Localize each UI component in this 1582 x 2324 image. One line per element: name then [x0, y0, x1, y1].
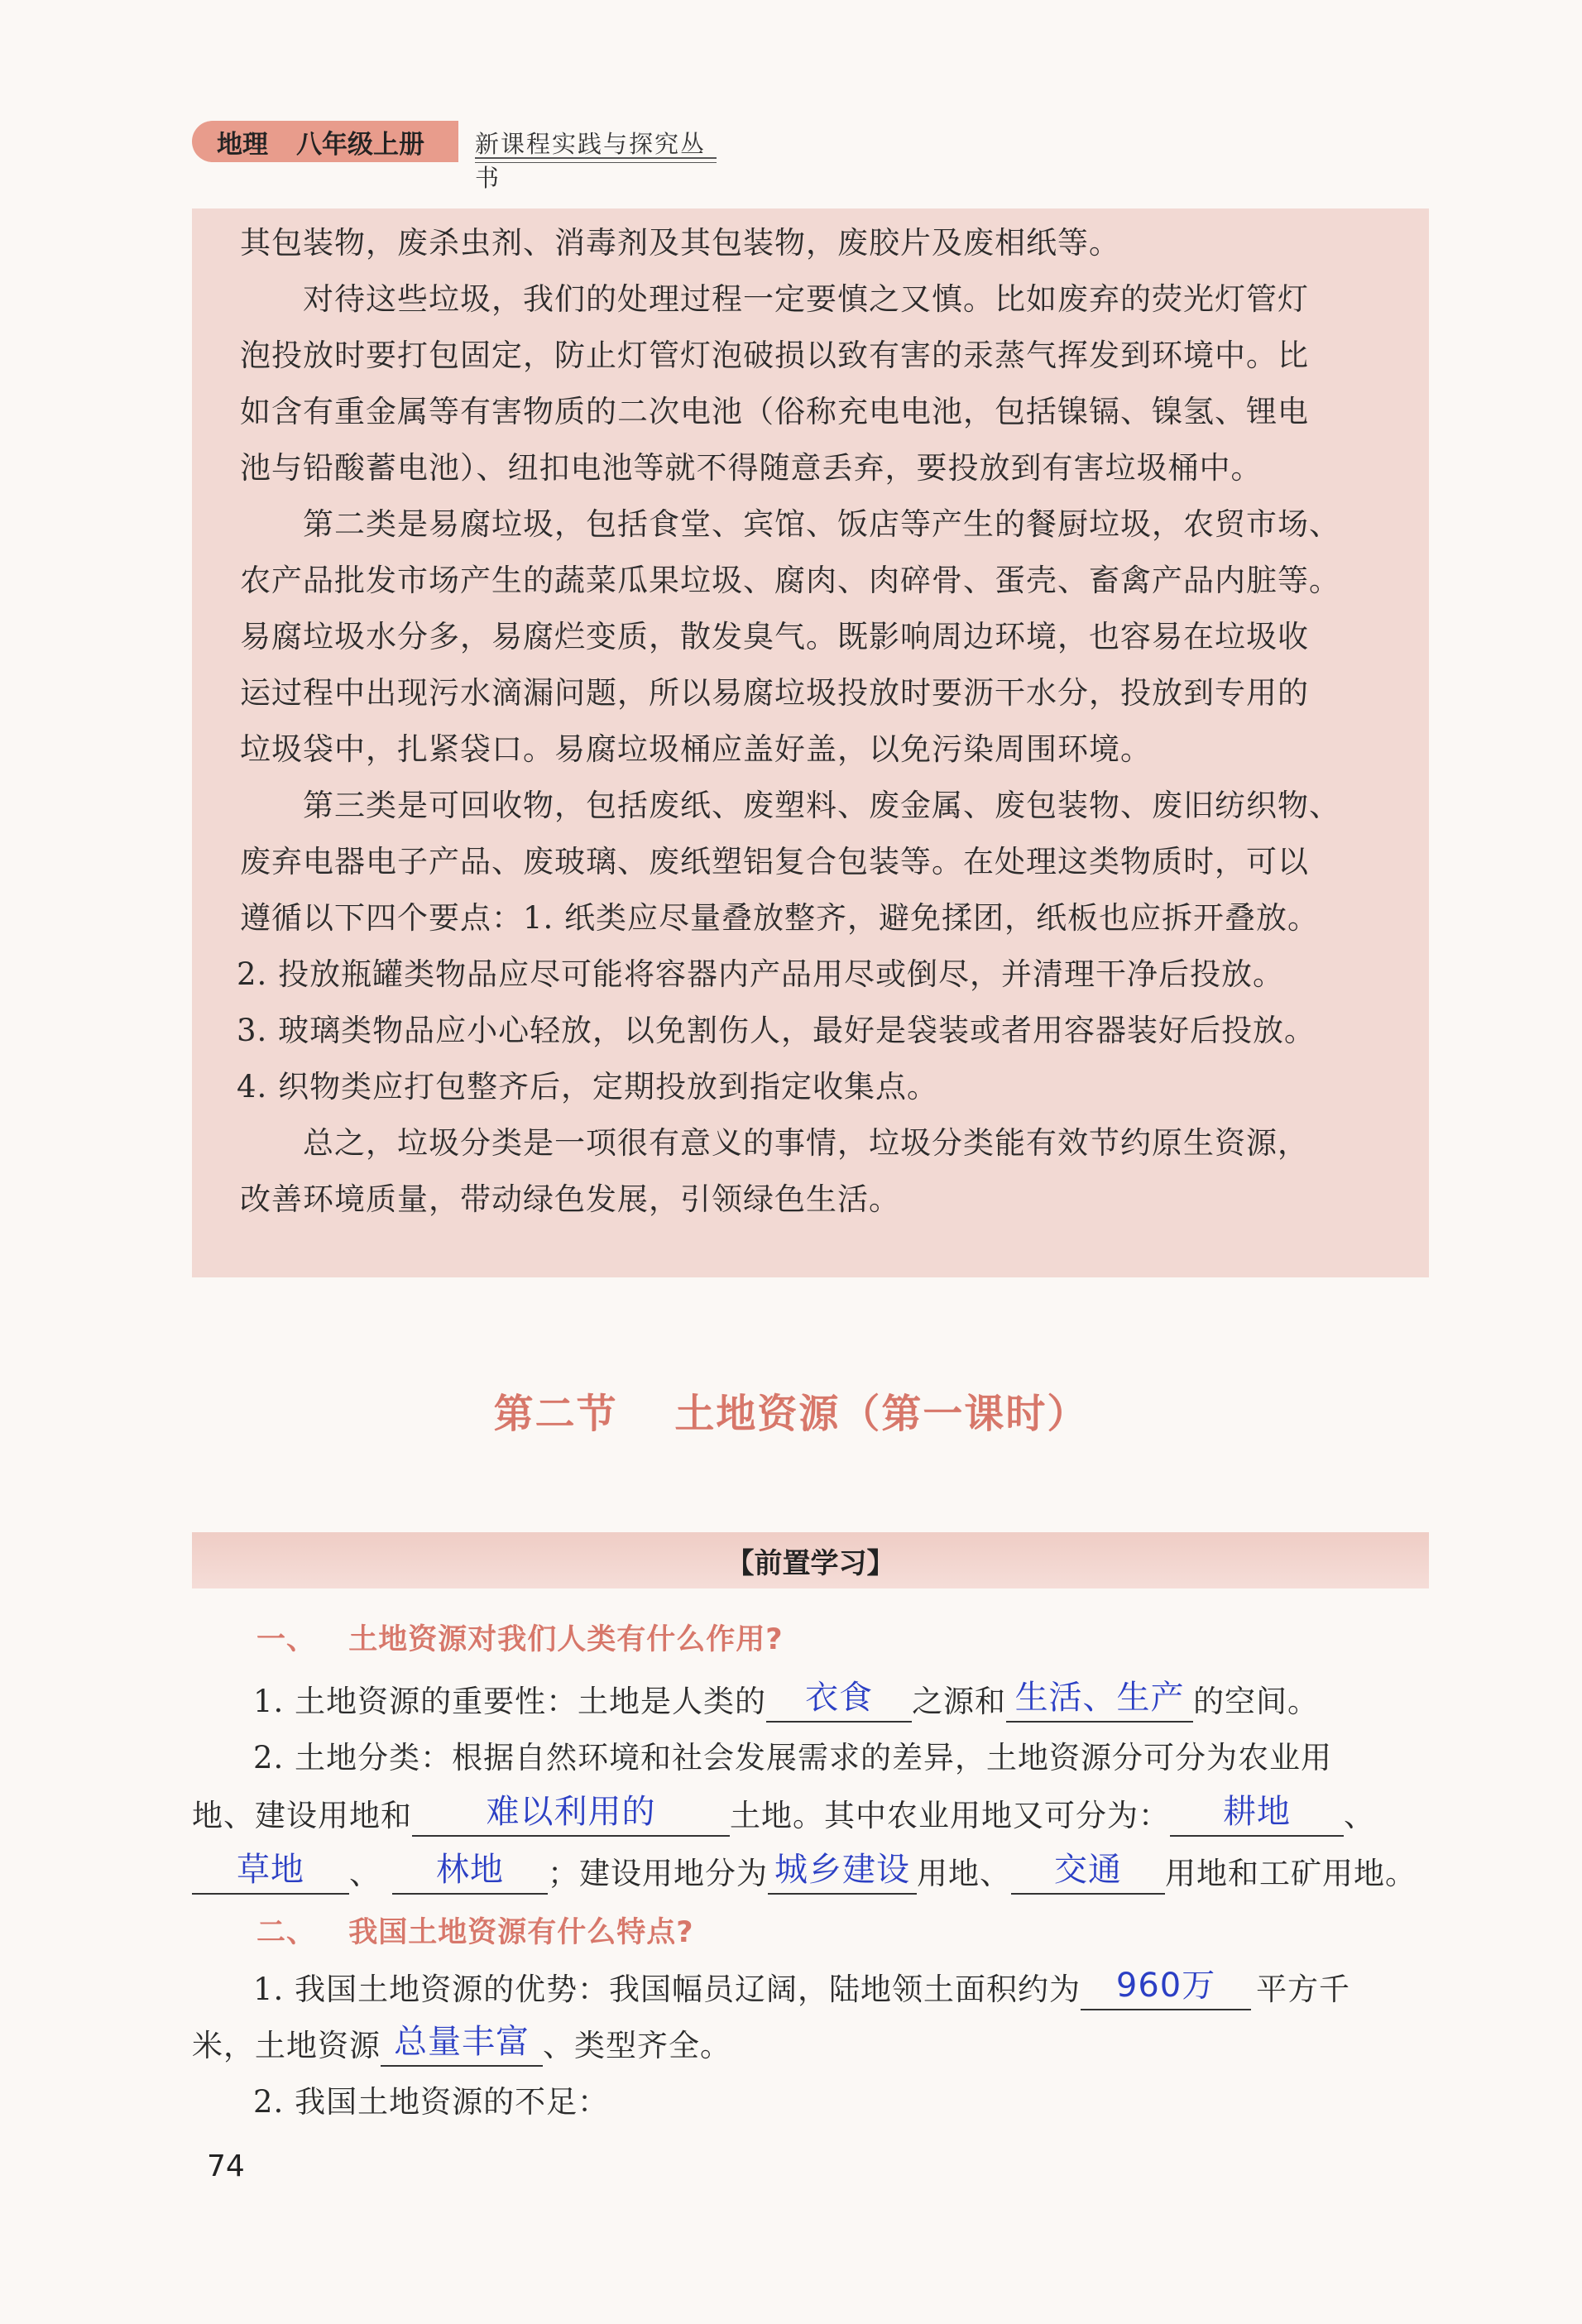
handwritten-answer: 960万 [1115, 1967, 1216, 2005]
item-text: 的空间。 [1193, 1684, 1320, 1719]
question-heading-2 [256, 1910, 694, 1951]
answer-blank[interactable] [412, 1794, 730, 1837]
question-number: 一、 [256, 1623, 317, 1656]
question-number: 二、 [256, 1916, 317, 1949]
q2-item2-line: 2. 我国土地资源的不足： [253, 2084, 610, 2120]
question-text: 土地资源对我们人类有什么作用? [348, 1623, 784, 1656]
item-text: 用地、 [917, 1856, 1011, 1891]
handwritten-answer: 衣食 [805, 1679, 874, 1717]
prestudy-banner: 【前置学习】 [192, 1532, 1429, 1588]
reading-line: 废弃电器电子产品、废玻璃、废纸塑铝复合包装等。在处理这类物质时，可以 [240, 844, 1309, 879]
handwritten-answer: 林地 [436, 1851, 504, 1889]
reading-line: 易腐垃圾水分多，易腐烂变质，散发臭气。既影响周边环境，也容易在垃圾收 [240, 619, 1309, 654]
answer-blank[interactable] [1081, 1967, 1251, 2010]
item-text: 用地和工矿用地。 [1165, 1856, 1417, 1891]
reading-line: 第二类是易腐垃圾，包括食堂、宾馆、饭店等产生的餐厨垃圾，农贸市场、 [240, 506, 1340, 542]
subject-label: 地理 [217, 129, 268, 160]
item-text: 、类型齐全。 [543, 2028, 731, 2063]
reading-line: 农产品批发市场产生的蔬菜瓜果垃圾、腐肉、肉碎骨、蛋壳、畜禽产品内脏等。 [240, 563, 1340, 598]
handwritten-answer: 总量丰富 [394, 2023, 530, 2061]
answer-blank[interactable] [768, 1852, 917, 1895]
answer-blank[interactable] [192, 1852, 349, 1895]
q1-item1-line [253, 1680, 1319, 1723]
q1-item2-line1: 2. 土地分类：根据自然环境和社会发展需求的差异，土地资源分可分为农业用 [253, 1740, 1333, 1775]
grade-label: 八年级上册 [296, 129, 424, 160]
reading-line: 总之，垃圾分类是一项很有意义的事情，垃圾分类能有效节约原生资源， [240, 1125, 1309, 1161]
reading-line: 泡投放时要打包固定，防止灯管灯泡破损以致有害的汞蒸气挥发到环境中。比 [240, 338, 1309, 373]
page-header [192, 121, 721, 192]
reading-passage-box [192, 208, 1429, 1277]
question-text: 我国土地资源有什么特点? [348, 1916, 694, 1949]
item-text: 之源和 [912, 1684, 1007, 1719]
question-heading-1 [256, 1617, 784, 1658]
subject-grade-tag [192, 121, 458, 162]
handwritten-answer: 生活、生产 [1014, 1679, 1185, 1717]
answer-blank[interactable] [1170, 1794, 1344, 1837]
reading-line: 对待这些垃圾，我们的处理过程一定要慎之又慎。比如废弃的荧光灯管灯 [240, 281, 1309, 317]
reading-line: 第三类是可回收物，包括废纸、废塑料、废金属、废包装物、废旧纺织物、 [240, 788, 1340, 823]
item-text: 土地。其中农业用地又可分为： [730, 1798, 1170, 1833]
answer-blank[interactable] [1006, 1680, 1193, 1723]
item-text: 、 [349, 1856, 381, 1891]
section-number: 第二节 [493, 1391, 618, 1437]
reading-line: 运过程中出现污水滴漏问题，所以易腐垃圾投放时要沥干水分，投放到专用的 [240, 675, 1309, 711]
answer-blank[interactable] [381, 2024, 543, 2067]
item-text: 1. 我国土地资源的优势：我国幅员辽阔，陆地领土面积约为 [253, 1972, 1081, 2007]
reading-line: 其包装物，废杀虫剂、消毒剂及其包装物，废胶片及废相纸等。 [240, 225, 1120, 261]
item-text: 平方千 [1256, 1972, 1351, 2007]
reading-line: 4. 织物类应打包整齐后，定期投放到指定收集点。 [237, 1069, 939, 1104]
reading-line: 改善环境质量，带动绿色发展，引领绿色生活。 [240, 1181, 900, 1217]
answer-blank[interactable] [392, 1852, 548, 1895]
q1-item2-line2 [192, 1794, 1375, 1837]
reading-line: 如含有重金属等有害物质的二次电池（俗称充电电池，包括镍镉、镍氢、锂电 [240, 394, 1309, 429]
item-text: 、 [1344, 1798, 1375, 1833]
page-number: 74 [207, 2149, 245, 2183]
handwritten-answer: 城乡建设 [774, 1851, 910, 1889]
series-title: 新课程实践与探究丛书 [475, 130, 707, 192]
item-text: 地、建设用地和 [192, 1798, 412, 1833]
answer-blank[interactable] [1011, 1852, 1165, 1895]
item-text: ；建设用地分为 [548, 1856, 768, 1891]
q2-item1-line1 [253, 1967, 1350, 2010]
section-name: 土地资源（第一课时） [674, 1391, 1089, 1437]
item-text: 米，土地资源 [192, 2028, 381, 2063]
handwritten-answer: 草地 [237, 1851, 304, 1889]
q2-item1-line2 [192, 2024, 731, 2067]
reading-line: 垃圾袋中，扎紧袋口。易腐垃圾桶应盖好盖，以免污染周围环境。 [240, 731, 1152, 767]
answer-blank[interactable] [766, 1680, 912, 1723]
item-text: 1. 土地资源的重要性：土地是人类的 [253, 1684, 767, 1719]
reading-line: 2. 投放瓶罐类物品应尽可能将容器内产品用尽或倒尽，并清理干净后投放。 [237, 956, 1285, 992]
series-underline [475, 157, 717, 159]
handwritten-answer: 难以利用的 [486, 1793, 656, 1831]
section-title [0, 1382, 1582, 1439]
reading-line: 遵循以下四个要点：1. 纸类应尽量叠放整齐，避免揉团，纸板也应拆开叠放。 [240, 900, 1320, 936]
handwritten-answer: 交通 [1054, 1851, 1122, 1889]
reading-line: 3. 玻璃类物品应小心轻放，以免割伤人，最好是袋装或者用容器装好后投放。 [237, 1013, 1316, 1048]
series-underline-thin [475, 162, 717, 163]
reading-line: 池与铅酸蓄电池）、纽扣电池等就不得随意丢弃，要投放到有害垃圾桶中。 [240, 450, 1263, 486]
q1-item2-line3 [192, 1852, 1417, 1895]
handwritten-answer: 耕地 [1223, 1793, 1291, 1831]
